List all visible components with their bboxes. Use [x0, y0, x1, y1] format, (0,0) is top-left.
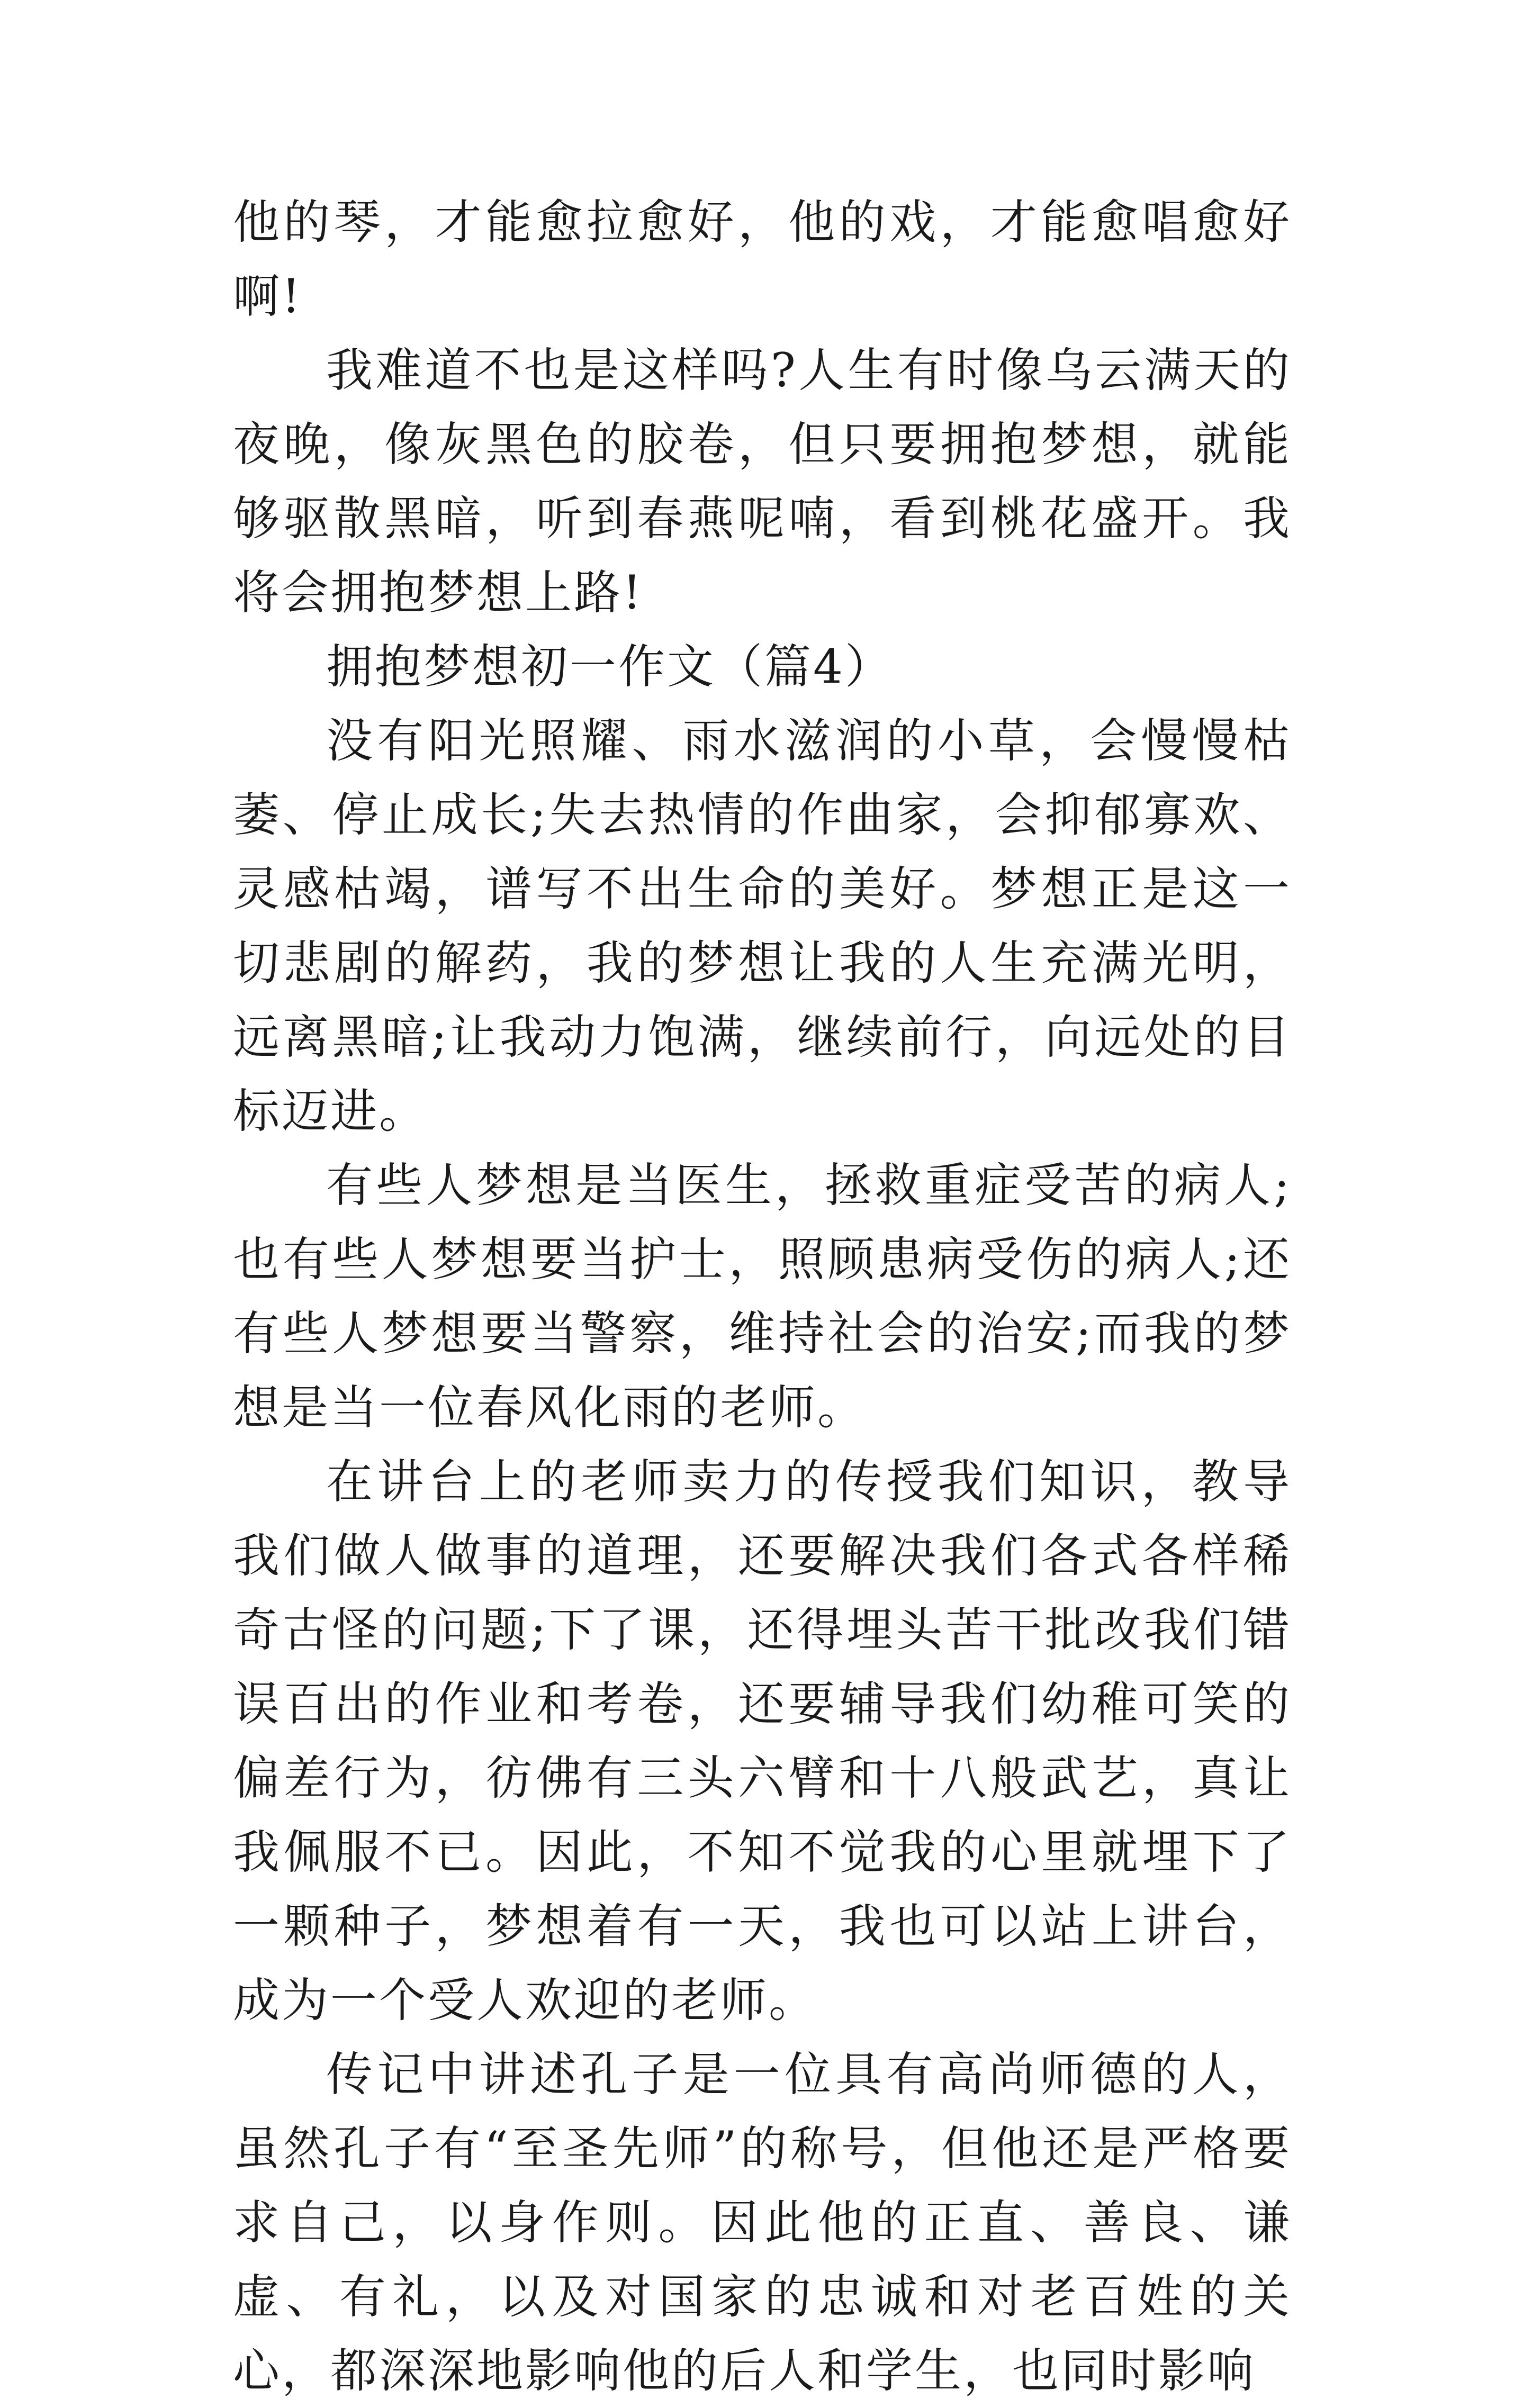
paragraph: 没有阳光照耀、雨水滋润的小草，会慢慢枯萎、停止成长;失去热情的作曲家，会抑郁寡欢、灵感枯竭，谱写不出生命的美好。梦想正是这一切悲剧的解药，我的梦想让我的人生充满光明，远离黑暗;让我动力饱满，继续前行，向远处的目标迈进。 — [233, 713, 1292, 1138]
paragraph: 有些人梦想是当医生，拯救重症受苦的病人;也有些人梦想要当护士，照顾患病受伤的病人;还有些人梦想要当警察，维持社会的治安;而我的梦想是当一位春风化雨的老师。 — [233, 1158, 1292, 1435]
paragraph-continuation: 他的琴，才能愈拉愈好，他的戏，才能愈唱愈好啊! — [233, 195, 1292, 323]
section-heading: 拥抱梦想初一作文（篇4） — [326, 639, 894, 694]
paragraph: 我难道不也是这样吗?人生有时像乌云满天的夜晚，像灰黑色的胶卷，但只要拥抱梦想，就能够驱散黑暗，听到春燕呢喃，看到桃花盛开。我将会拥抱梦想上路! — [233, 343, 1292, 620]
paragraph: 传记中讲述孔子是一位具有高尚师德的人，虽然孔子有“至圣先师”的称号，但他还是严格要求自己，以身作则。因此他的正直、善良、谦虚、有礼，以及对国家的忠诚和对老百姓的关心，都深深地影响他的后人和学生，也同时影响 — [233, 2047, 1292, 2398]
paragraph: 在讲台上的老师卖力的传授我们知识，教导我们做人做事的道理，还要解决我们各式各样稀奇古怪的问题;下了课，还得埋头苦干批改我们错误百出的作业和考卷，还要辅导我们幼稚可笑的偏差行为，彷佛有三头六臂和十八般武艺，真让我佩服不已。因此，不知不觉我的心里就埋下了一颗种子，梦想着有一天，我也可以站上讲台，成为一个受人欢迎的老师。 — [233, 1454, 1292, 2027]
body-text — [233, 185, 1292, 2408]
